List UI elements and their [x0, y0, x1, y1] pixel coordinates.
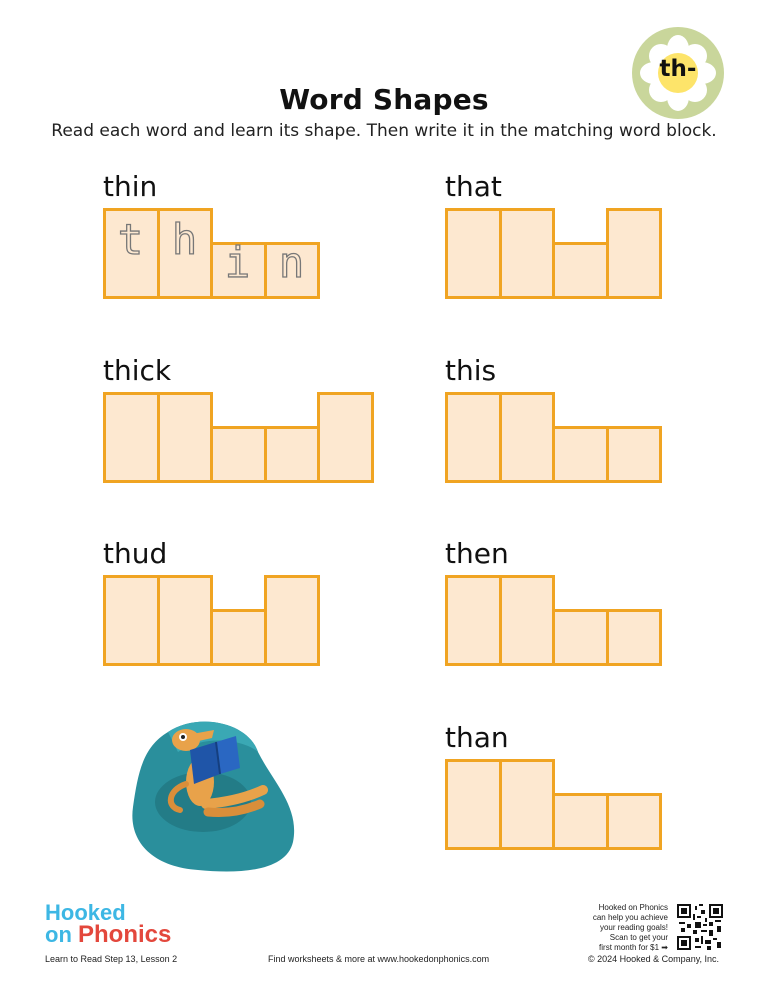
logo-line2-phonics: Phonics: [78, 921, 172, 948]
word-label-thin: thin: [103, 170, 158, 203]
word-label-than: than: [445, 721, 509, 754]
tracing-letter: n: [278, 238, 305, 287]
hooked-on-phonics-logo: [45, 902, 171, 949]
letter-box[interactable]: [157, 392, 213, 483]
letter-box[interactable]: [445, 392, 502, 483]
tracing-letter: t: [117, 215, 144, 264]
letter-box[interactable]: [445, 208, 502, 299]
word-label-thick: thick: [103, 354, 172, 387]
letter-box[interactable]: [157, 575, 213, 666]
word-label-that: that: [445, 170, 502, 203]
website-link[interactable]: Find worksheets & more at www.hookedonphonics.com: [268, 954, 490, 964]
letter-box[interactable]: [317, 392, 374, 483]
letter-box[interactable]: [552, 426, 609, 483]
letter-box[interactable]: [499, 208, 555, 299]
letter-box[interactable]: [552, 793, 609, 850]
letter-box[interactable]: [445, 575, 502, 666]
tracing-letter: i: [224, 238, 251, 287]
letter-box[interactable]: [499, 392, 555, 483]
logo-line2-on: on: [45, 922, 78, 947]
lesson-label: Learn to Read Step 13, Lesson 2: [45, 954, 178, 964]
letter-box[interactable]: [606, 793, 662, 850]
badge-label: th-: [659, 56, 697, 82]
letter-box[interactable]: [264, 575, 320, 666]
letter-box[interactable]: [606, 208, 662, 299]
tracing-letter: h: [171, 215, 198, 264]
letter-box[interactable]: [499, 759, 555, 850]
word-label-this: this: [445, 354, 497, 387]
page-title: Word Shapes: [279, 83, 489, 116]
letter-box[interactable]: [103, 392, 160, 483]
letter-box[interactable]: [445, 759, 502, 850]
letter-box[interactable]: [264, 426, 320, 483]
letter-box[interactable]: [103, 575, 160, 666]
letter-box[interactable]: [210, 426, 267, 483]
letter-box[interactable]: [606, 426, 662, 483]
letter-box[interactable]: [606, 609, 662, 666]
page-instructions: Read each word and learn its shape. Then write it in the matching word block.: [51, 121, 717, 141]
logo-line1: Hooked: [45, 900, 126, 925]
letter-box[interactable]: [552, 242, 609, 299]
qr-code-icon[interactable]: [677, 904, 723, 950]
copyright: © 2024 Hooked & Company, Inc.: [588, 954, 720, 964]
word-label-then: then: [445, 537, 509, 570]
word-label-thud: thud: [103, 537, 168, 570]
promo-text: Hooked on Phonics can help you achieve your reading goals! Scan to get your first month for $1 ➡: [592, 903, 668, 952]
letter-box[interactable]: [210, 609, 267, 666]
letter-box[interactable]: [552, 609, 609, 666]
letter-box[interactable]: [499, 575, 555, 666]
beanbag-reader-illustration: [128, 712, 300, 874]
